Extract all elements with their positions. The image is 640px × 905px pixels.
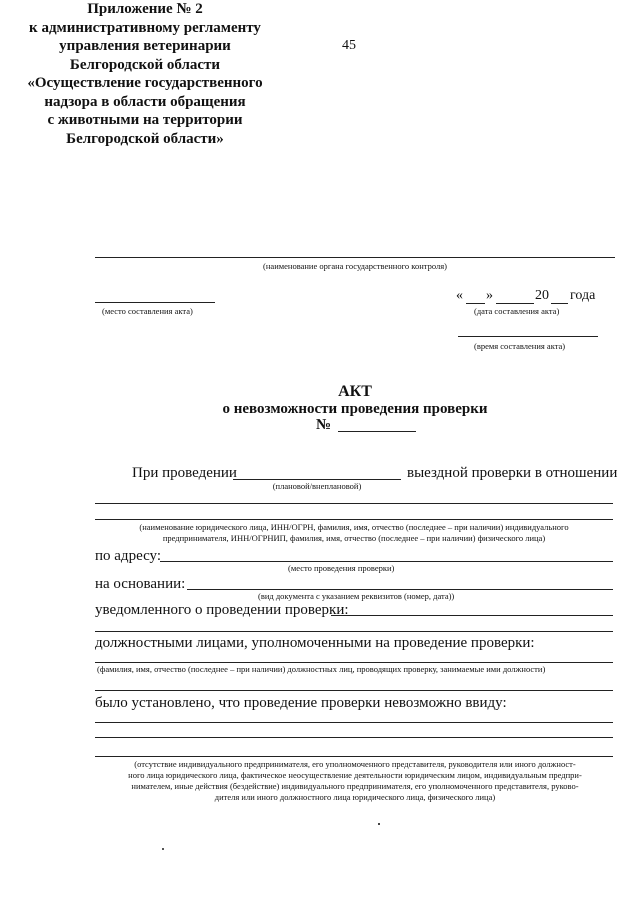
date-open-quote: « bbox=[456, 288, 463, 303]
officials-line-2[interactable] bbox=[95, 690, 613, 691]
date-close-quote: » bbox=[486, 288, 493, 303]
time-caption: (время составления акта) bbox=[474, 341, 566, 351]
scan-speck bbox=[162, 848, 164, 850]
reason-caption-3: нимателем, иные действия (бездействие) индивидуального предпринимателя, его уполномоченного представителя, руково- bbox=[131, 781, 579, 791]
place-line[interactable] bbox=[95, 302, 215, 303]
notified-label: уведомленного о проведении проверки: bbox=[95, 602, 349, 618]
act-subtitle: о невозможности проведения проверки bbox=[222, 401, 488, 417]
org-name-caption: (наименование органа государственного контроля) bbox=[263, 261, 447, 271]
date-year-suffix: года bbox=[570, 288, 596, 303]
entity-caption-1: (наименование юридического лица, ИНН/ОГРН, фамилия, имя, отчество (последнее – при наличии) индивидуального bbox=[139, 522, 569, 532]
scan-speck bbox=[378, 823, 380, 825]
date-month-line[interactable] bbox=[496, 303, 534, 304]
address-caption: (место проведения проверки) bbox=[288, 563, 395, 573]
org-name-line[interactable] bbox=[95, 257, 615, 258]
reason-caption-4: дителя или иного должностного лица юридического лица, физического лица) bbox=[214, 792, 496, 802]
appendix-line: надзора в области обращения bbox=[44, 93, 246, 110]
basis-line[interactable] bbox=[187, 589, 613, 590]
reason-caption-2: ного лица юридического лица, фактическое неосуществление деятельности юридическим лицом, индивидуальным предпри- bbox=[128, 770, 582, 780]
date-caption: (дата составления акта) bbox=[474, 306, 560, 316]
appendix-line: к административному регламенту bbox=[29, 19, 261, 36]
entity-line-1[interactable] bbox=[95, 503, 613, 504]
intro-suffix: выездной проверки в отношении bbox=[407, 465, 618, 481]
reason-caption-1: (отсутствие индивидуального предпринимателя, его уполномоченного представителя, руководителя или иного должност- bbox=[134, 759, 576, 769]
check-type-line[interactable] bbox=[233, 479, 401, 480]
appendix-heading bbox=[0, 0, 290, 148]
act-title: АКТ bbox=[338, 383, 372, 400]
date-day-line[interactable] bbox=[466, 303, 485, 304]
basis-caption: (вид документа с указанием реквизитов (номер, дата)) bbox=[258, 591, 455, 601]
page-number: 45 bbox=[342, 38, 356, 53]
reason-line-2[interactable] bbox=[95, 737, 613, 738]
date-year-line[interactable] bbox=[551, 303, 568, 304]
address-line[interactable] bbox=[160, 561, 613, 562]
act-number-sign: № bbox=[316, 417, 332, 433]
reason-line-1[interactable] bbox=[95, 722, 613, 723]
date-year-prefix: 20 bbox=[535, 288, 549, 303]
appendix-line: Приложение № 2 bbox=[87, 1, 203, 17]
entity-caption-2: предпринимателя, ИНН/ОГРНИП, фамилия, имя, отчество (последнее – при наличии) физического лица) bbox=[162, 533, 546, 543]
officials-label: должностными лицами, уполномоченными на проведение проверки: bbox=[95, 635, 535, 651]
appendix-line: Белгородской области» bbox=[66, 130, 224, 147]
intro-prefix: При проведении bbox=[132, 465, 237, 481]
entity-line-2[interactable] bbox=[95, 519, 613, 520]
established-label: было установлено, что проведение проверки невозможно ввиду: bbox=[95, 695, 507, 711]
basis-label: на основании: bbox=[95, 576, 186, 592]
appendix-line: с животными на территории bbox=[47, 112, 243, 128]
address-label: по адресу: bbox=[95, 548, 162, 564]
appendix-line: Белгородской области bbox=[69, 56, 221, 73]
check-type-caption: (плановой/внеплановой) bbox=[272, 481, 362, 491]
appendix-line: управления ветеринарии bbox=[59, 38, 231, 54]
place-caption: (место составления акта) bbox=[102, 306, 193, 316]
appendix-line: «Осуществление государственного bbox=[27, 75, 263, 91]
officials-caption: (фамилия, имя, отчество (последнее – при наличии) должностных лиц, проводящих проверку, занимаемые ими должности) bbox=[97, 664, 546, 674]
time-line[interactable] bbox=[458, 336, 598, 337]
act-number-line[interactable] bbox=[338, 431, 416, 432]
notified-line-2[interactable] bbox=[95, 631, 613, 632]
notified-line[interactable] bbox=[331, 615, 613, 616]
reason-line-3[interactable] bbox=[95, 756, 613, 757]
officials-line-1[interactable] bbox=[95, 662, 613, 663]
